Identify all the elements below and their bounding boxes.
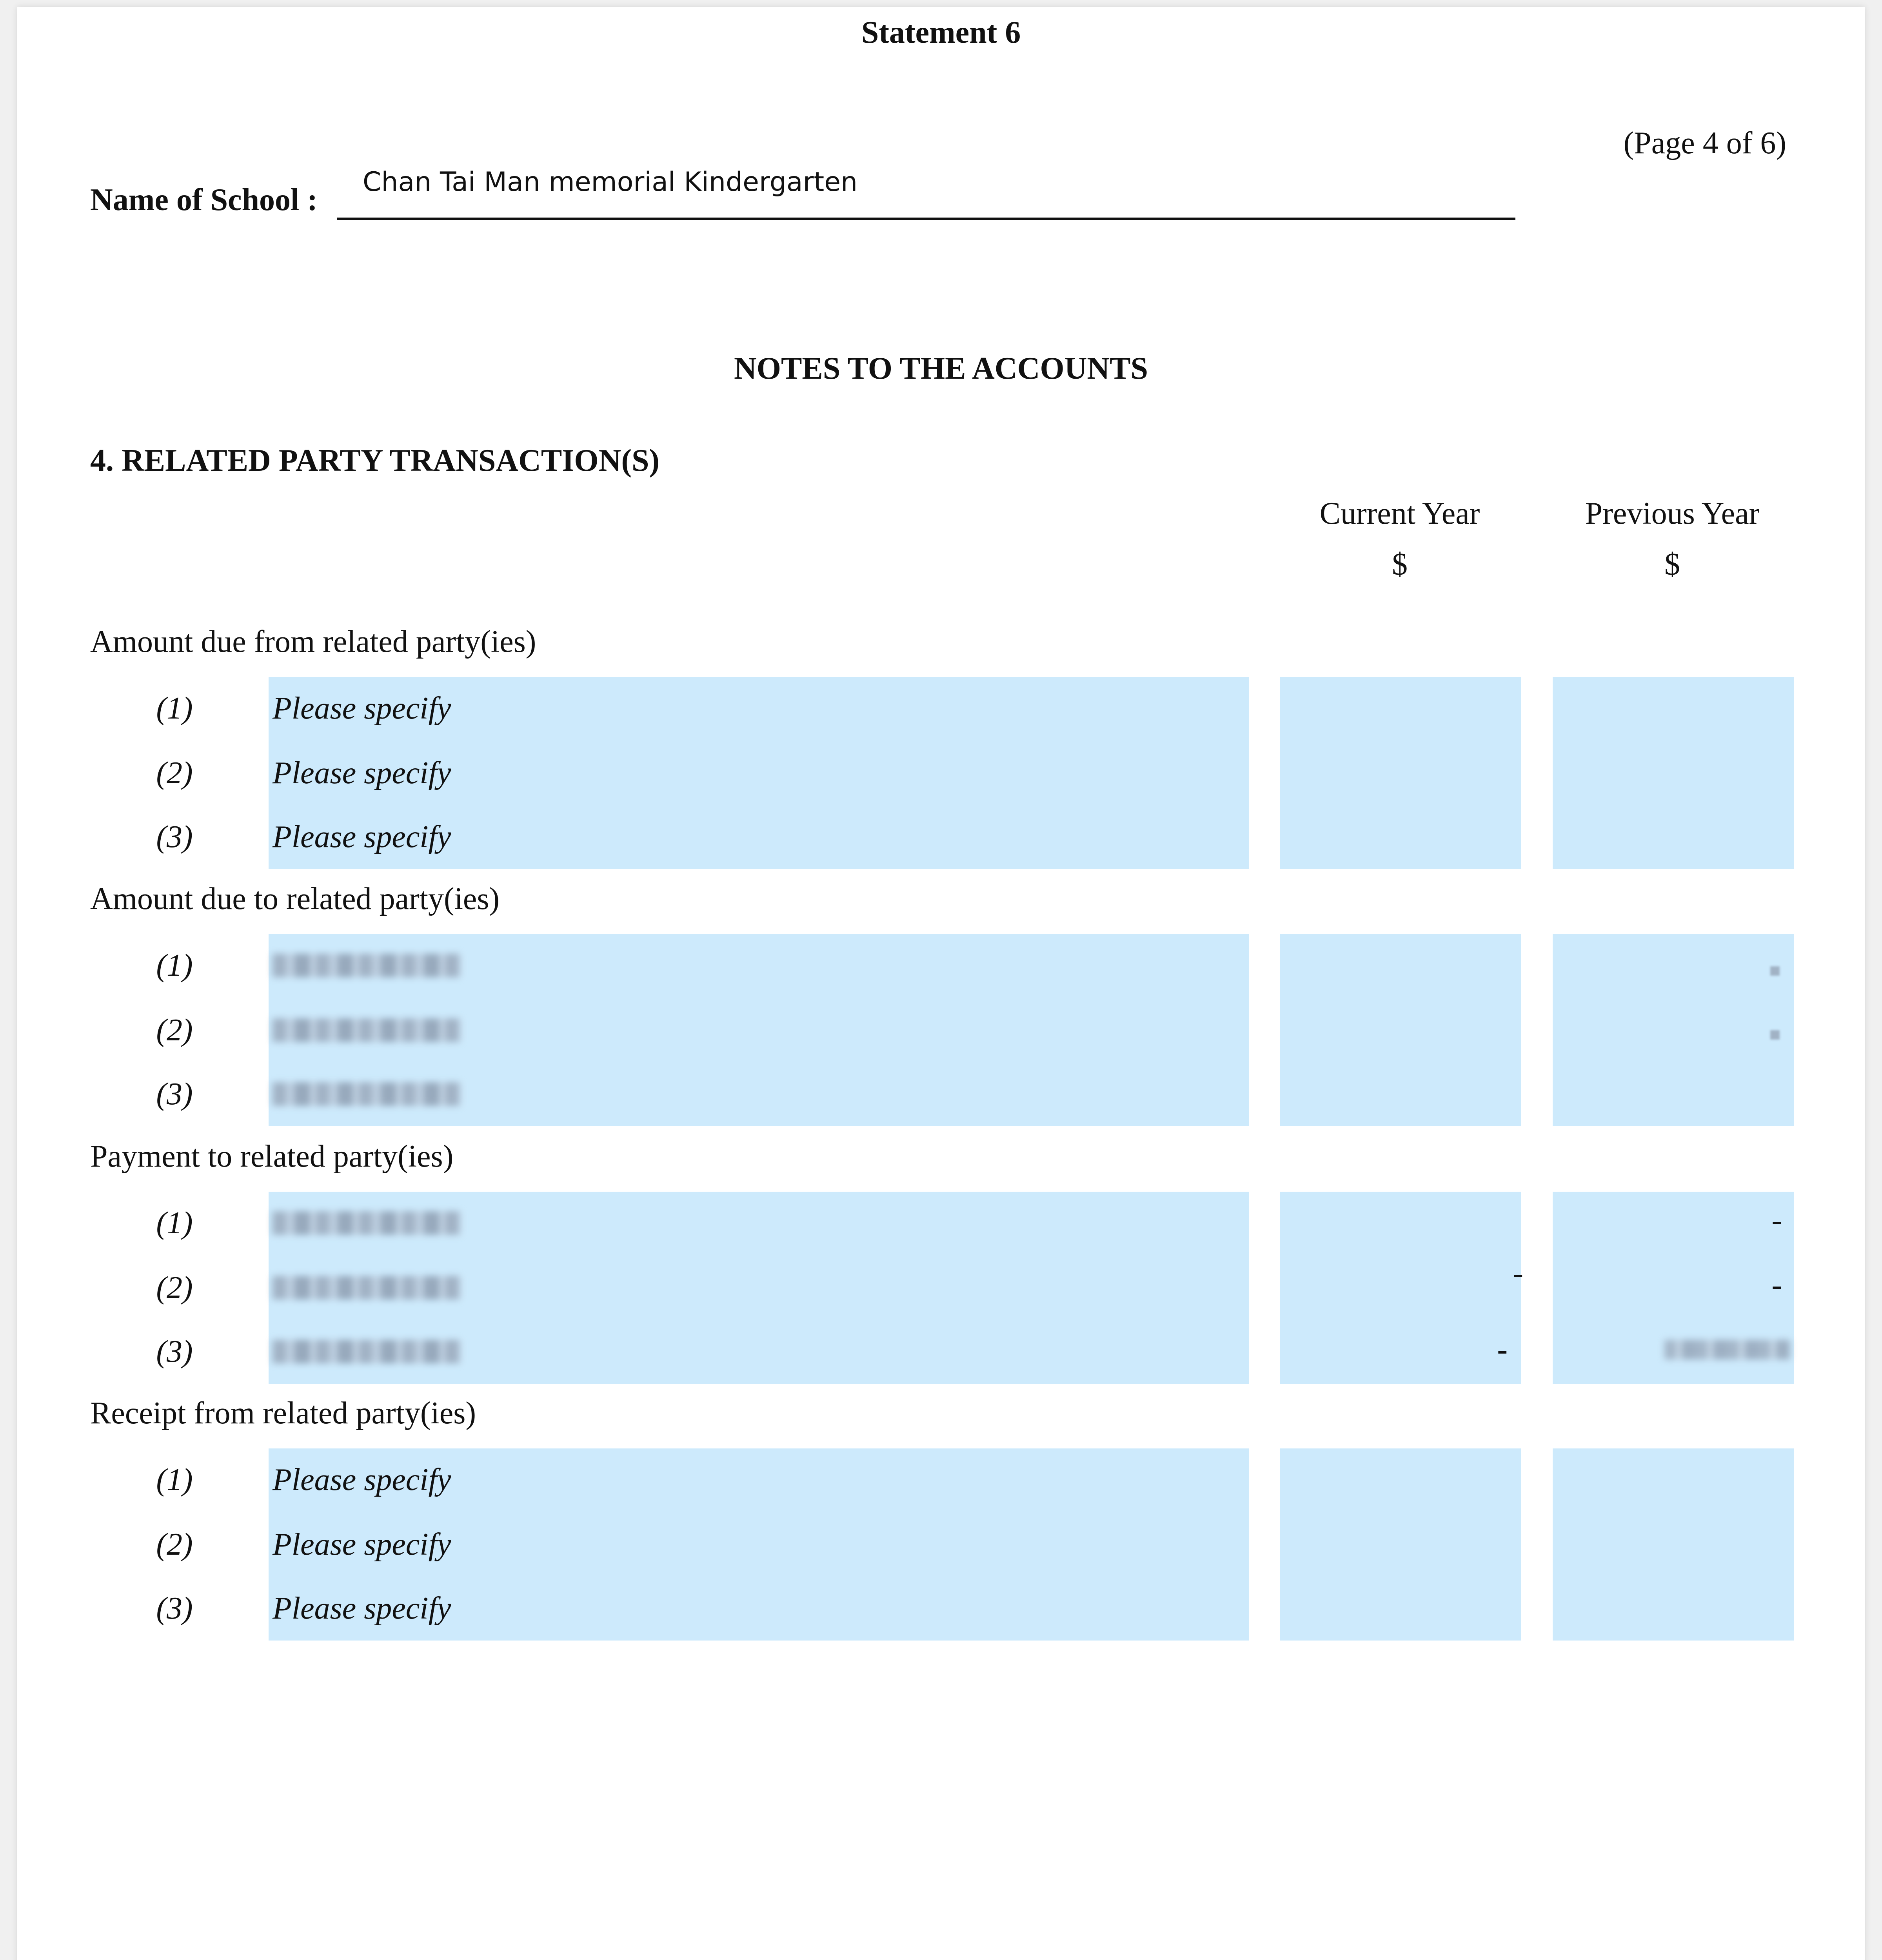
row-description[interactable]: Please specify [272,691,451,726]
current-year-input-block[interactable] [1280,677,1521,869]
current-year-input-block[interactable] [1280,1192,1521,1384]
school-name-field[interactable]: Chan Tai Man memorial Kindergarten [363,167,858,198]
row-number: (1) [156,948,193,983]
school-name-underline [337,218,1515,220]
row-description[interactable]: Please specify [272,756,451,790]
group-label-payment-to: Payment to related party(ies) [90,1139,454,1174]
row-number: (2) [156,1013,193,1047]
currency-label-current: $ [1392,547,1408,582]
redacted-description [272,1340,461,1363]
row-description[interactable]: Please specify [272,820,451,854]
page-indicator: (Page 4 of 6) [1623,126,1786,160]
row-number: (1) [156,691,193,726]
school-name-label: Name of School : [90,183,318,217]
previous-year-value: - [1771,1268,1782,1302]
row-description[interactable]: Please specify [272,1527,451,1562]
currency-label-previous: $ [1664,547,1680,582]
current-year-value: - [1513,1256,1523,1290]
current-year-input-block[interactable] [1280,934,1521,1126]
group-label-amount-due-from: Amount due from related party(ies) [90,624,536,659]
redacted-value [1664,1340,1790,1359]
row-number: (3) [156,1334,193,1369]
section-title: 4. RELATED PARTY TRANSACTION(S) [90,443,660,478]
current-year-value: - [1497,1332,1508,1367]
redacted-description [272,1082,461,1106]
redacted-value [1770,966,1780,976]
previous-year-input-block[interactable] [1553,677,1794,869]
row-number: (1) [156,1463,193,1497]
previous-year-input-block[interactable] [1553,1448,1794,1641]
redacted-description [272,1211,461,1235]
previous-year-input-block[interactable] [1553,934,1794,1126]
row-description[interactable]: Please specify [272,1591,451,1626]
redacted-description [272,1018,461,1042]
row-number: (2) [156,756,193,790]
row-number: (3) [156,820,193,854]
row-number: (2) [156,1270,193,1305]
current-year-input-block[interactable] [1280,1448,1521,1641]
row-number: (2) [156,1527,193,1562]
row-number: (3) [156,1077,193,1111]
redacted-description [272,1276,461,1299]
statement-title: Statement 6 [861,15,1021,50]
column-header-current-year: Current Year [1319,496,1480,531]
row-description[interactable]: Please specify [272,1463,451,1497]
notes-title: NOTES TO THE ACCOUNTS [734,351,1148,386]
column-header-previous-year: Previous Year [1585,496,1760,531]
group-label-amount-due-to: Amount due to related party(ies) [90,882,500,916]
previous-year-value: - [1771,1203,1782,1238]
redacted-description [272,954,461,977]
redacted-value [1770,1030,1780,1040]
row-number: (1) [156,1206,193,1240]
group-label-receipt-from: Receipt from related party(ies) [90,1396,476,1430]
row-number: (3) [156,1591,193,1626]
